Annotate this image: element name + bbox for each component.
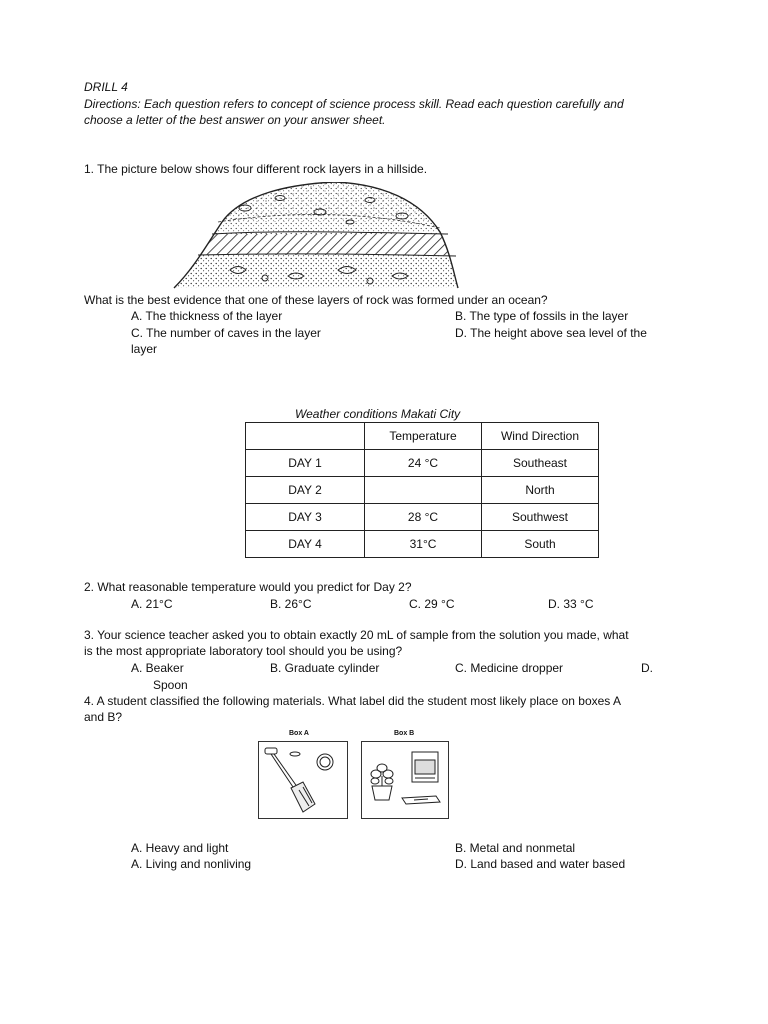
- directions-line-2: choose a letter of the best answer on your answer sheet.: [84, 113, 386, 127]
- table-cell: North: [482, 477, 599, 504]
- box-b-label: Box B: [394, 730, 415, 737]
- q1-option-a: A. The thickness of the layer: [131, 309, 283, 323]
- table-header-cell: [246, 423, 365, 450]
- q2-option-d: D. 33 °C: [548, 597, 594, 611]
- table-cell: 28 °C: [365, 504, 482, 531]
- weather-table-caption: Weather conditions Makati City: [295, 407, 461, 421]
- q3-stem-line-2: is the most appropriate laboratory tool should you be using?: [84, 644, 403, 658]
- q2-option-b: B. 26°C: [270, 597, 312, 611]
- drill-title: DRILL 4: [84, 80, 128, 94]
- q1-option-c: C. The number of caves in the layer: [131, 326, 321, 340]
- q1-option-d: D. The height above sea level of the: [455, 326, 647, 340]
- q3-option-c: C. Medicine dropper: [455, 661, 564, 675]
- box-a-figure: [258, 741, 348, 819]
- table-row: [246, 477, 599, 504]
- table-cell: DAY 3: [246, 504, 365, 531]
- q1-stem: 1. The picture below shows four different rock layers in a hillside.: [84, 162, 428, 176]
- table-cell: Southwest: [482, 504, 599, 531]
- table-row: [246, 450, 599, 477]
- box-a-label: Box A: [289, 730, 309, 737]
- shovel-and-coin-icon: [259, 742, 347, 818]
- q3-option-d-text: Spoon: [153, 678, 188, 692]
- weather-table: [245, 422, 599, 558]
- table-row: [246, 531, 599, 558]
- table-cell: 24 °C: [365, 450, 482, 477]
- q2-stem: 2. What reasonable temperature would you predict for Day 2?: [84, 580, 412, 594]
- q1-option-d-continued: layer: [131, 342, 158, 356]
- q4-stem-line-2: and B?: [84, 710, 123, 724]
- table-cell: Southeast: [482, 450, 599, 477]
- table-cell: DAY 4: [246, 531, 365, 558]
- q4-option-d: D. Land based and water based: [455, 857, 626, 871]
- q4-option-a: A. Heavy and light: [131, 841, 229, 855]
- table-header-cell: Wind Direction: [482, 423, 599, 450]
- table-cell: South: [482, 531, 599, 558]
- box-b-figure: [361, 741, 449, 819]
- q4-option-b: B. Metal and nonmetal: [455, 841, 576, 855]
- q3-option-b: B. Graduate cylinder: [270, 661, 380, 675]
- q2-option-c: C. 29 °C: [409, 597, 455, 611]
- q1-option-b: B. The type of fossils in the layer: [455, 309, 629, 323]
- table-cell: DAY 1: [246, 450, 365, 477]
- table-cell: DAY 2: [246, 477, 365, 504]
- plant-box-and-paper-icon: [362, 742, 448, 818]
- q2-option-a: A. 21°C: [131, 597, 173, 611]
- q3-option-d-letter: D.: [641, 661, 653, 675]
- q1-question: What is the best evidence that one of these layers of rock was formed under an ocean?: [84, 293, 548, 307]
- table-cell: 31°C: [365, 531, 482, 558]
- q3-stem-line-1: 3. Your science teacher asked you to obtain exactly 20 mL of sample from the solution you made, what: [84, 628, 629, 642]
- q4-stem-line-1: 4. A student classified the following materials. What label did the student most likely place on boxes A: [84, 694, 621, 708]
- rock-layers-figure: [170, 182, 460, 290]
- table-row: [246, 504, 599, 531]
- table-header-cell: Temperature: [365, 423, 482, 450]
- q3-option-a: A. Beaker: [131, 661, 184, 675]
- q4-option-c: A. Living and nonliving: [131, 857, 252, 871]
- table-cell: [365, 477, 482, 504]
- directions-line-1: Directions: Each question refers to concept of science process skill. Read each question carefully and: [84, 97, 624, 111]
- table-header-row: [246, 423, 599, 450]
